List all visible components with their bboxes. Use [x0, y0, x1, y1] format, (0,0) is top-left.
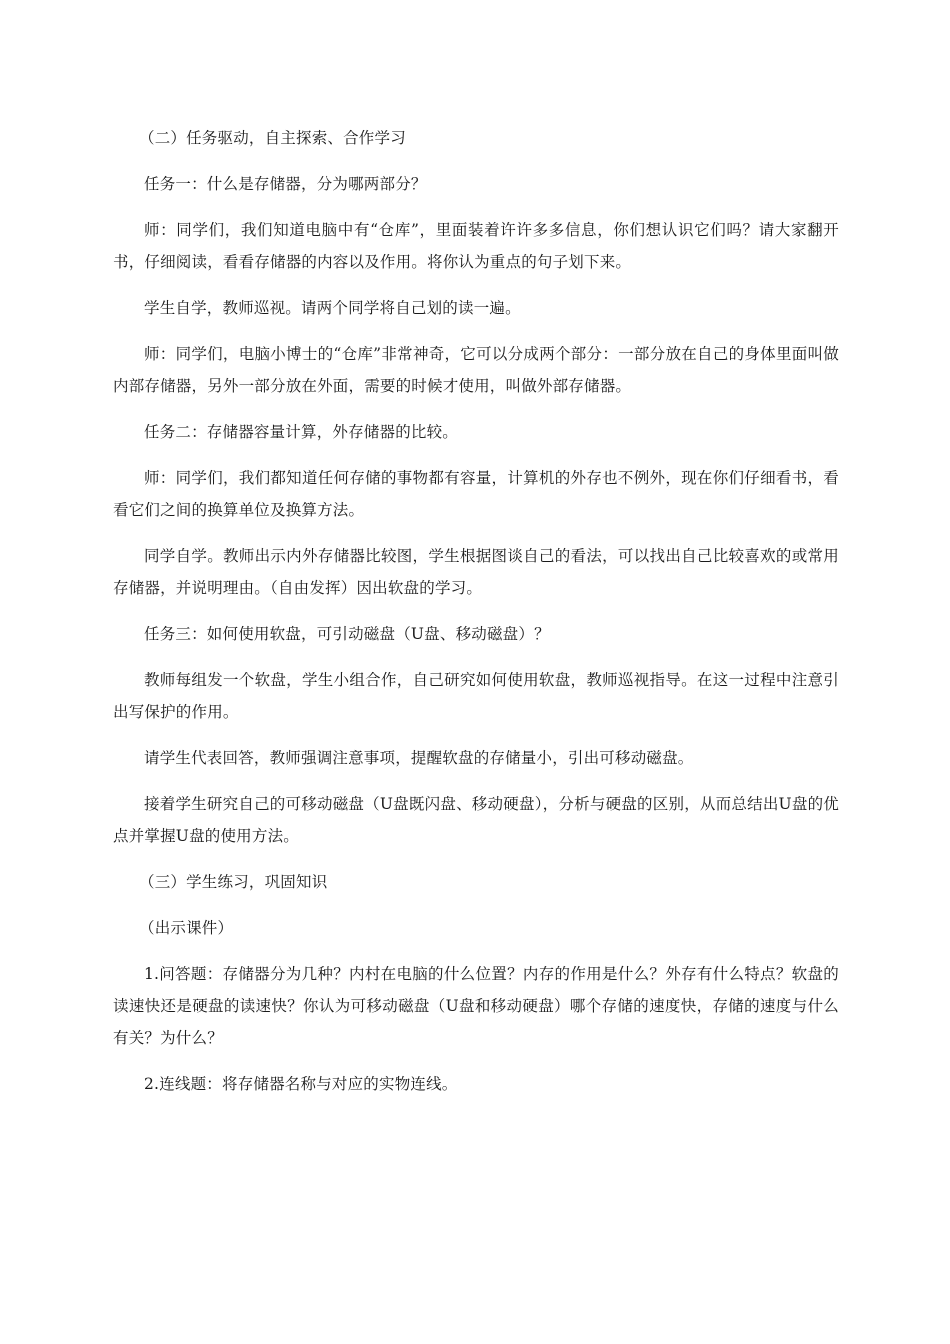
- section-heading-task-driven: （二）任务驱动，自主探索、合作学习: [139, 129, 406, 147]
- task-three-heading: 任务三：如何使用软盘，可引动磁盘（U盘、移动磁盘）？: [144, 625, 550, 643]
- usb-disk-paragraph: 接着学生研究自己的可移动磁盘（U盘既闪盘、移动硬盘），分析与硬盘的区别，从而总结出U盘的优点并掌握U盘的使用方法。: [113, 795, 839, 845]
- show-courseware-note: （出示课件）: [139, 919, 234, 937]
- document-body: [113, 122, 839, 1114]
- student-answer-paragraph: 请学生代表回答，教师强调注意事项，提醒软盘的存储量小，引出可移动磁盘。: [144, 749, 694, 767]
- matching-exercise-paragraph: 2.连线题：将存储器名称与对应的实物连线。: [144, 1075, 458, 1093]
- question-exercise-paragraph: 1.问答题：存储器分为几种？内村在电脑的什么位置？内存的作用是什么？外存有什么特点？软盘的读速快还是硬盘的读速快？你认为可移动磁盘（U盘和移动硬盘）哪个存储的速度快，存储的速度与什么有关？为什么？: [113, 965, 839, 1047]
- teacher-intro-paragraph: 师：同学们，我们知道电脑中有“仓库”，里面装着许许多多信息，你们想认识它们吗？请大家翻开书，仔细阅读，看看存储器的内容以及作用。将你认为重点的句子划下来。: [113, 221, 839, 271]
- task-two-heading: 任务二：存储器容量计算，外存储器的比较。: [144, 423, 459, 441]
- task-one-heading: 任务一：什么是存储器，分为哪两部分？: [144, 175, 427, 193]
- capacity-paragraph: 师：同学们，我们都知道任何存储的事物都有容量，计算机的外存也不例外，现在你们仔细看书，看看它们之间的换算单位及换算方法。: [113, 469, 839, 519]
- self-study-paragraph: 学生自学，教师巡视。请两个同学将自己划的读一遍。: [144, 299, 521, 317]
- floppy-group-paragraph: 教师每组发一个软盘，学生小组合作，自己研究如何使用软盘，教师巡视指导。在这一过程中注意引出写保护的作用。: [113, 671, 839, 721]
- section-heading-practice: （三）学生练习，巩固知识: [139, 873, 328, 891]
- storage-parts-paragraph: 师：同学们，电脑小博士的“仓库”非常神奇，它可以分成两个部分：一部分放在自己的身体里面叫做内部存储器，另外一部分放在外面，需要的时候才使用，叫做外部存储器。: [113, 345, 839, 395]
- comparison-paragraph: 同学自学。教师出示内外存储器比较图，学生根据图谈自己的看法，可以找出自己比较喜欢的或常用存储器，并说明理由。（自由发挥）因出软盘的学习。: [113, 547, 839, 597]
